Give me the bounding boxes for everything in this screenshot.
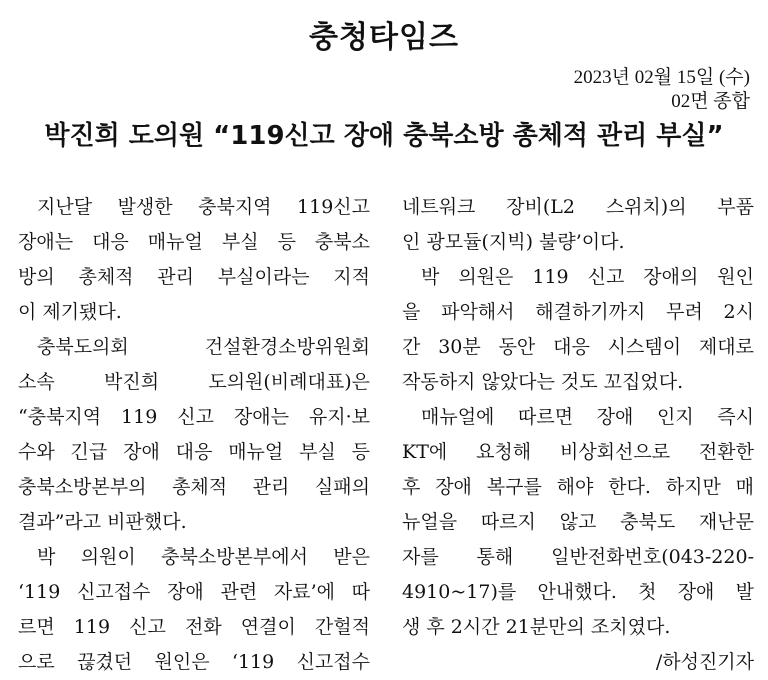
text-line: 4910~17)를 안내했다. 첫 장애 발 bbox=[402, 581, 754, 603]
publication-date: 2023년 02월 15일 (수) bbox=[573, 67, 750, 88]
text-line: 박 의원이 충북소방본부에서 받은 bbox=[37, 546, 370, 568]
text-line: 자를 통해 일반전화번호(043-220- bbox=[402, 546, 754, 568]
text-line: ‘119 신고접수 장애 관련 자료’에 따 bbox=[18, 581, 370, 603]
text-line: 결과”라고 비판했다. bbox=[18, 511, 187, 533]
text-line: 인 광모듈(지빅) 불량’이다. bbox=[402, 231, 625, 253]
article-column-right bbox=[402, 190, 754, 680]
text-line: 후 장애 복구를 해야 한다. 하지만 매 bbox=[402, 476, 754, 498]
article-column-left bbox=[18, 190, 370, 680]
text-line: 이 제기됐다. bbox=[18, 301, 122, 323]
text-line: 소속 박진희 도의원(비례대표)은 bbox=[18, 371, 370, 393]
article-headline: 박진희 도의원 “119신고 장애 충북소방 총체적 관리 부실” bbox=[44, 121, 724, 151]
text-line: 작동하지 않았다는 것도 꼬집었다. bbox=[402, 371, 684, 393]
text-line: KT에 요청해 비상회선으로 전환한 bbox=[402, 441, 754, 463]
reporter-byline: /하성진기자 bbox=[655, 651, 754, 673]
text-line: 박 의원은 119 신고 장애의 원인 bbox=[421, 266, 754, 288]
text-line: 충북소방본부의 총체적 관리 실패의 bbox=[18, 476, 370, 498]
text-line: 뉴얼을 따르지 않고 충북도 재난문 bbox=[402, 511, 754, 533]
text-line: 수와 긴급 장애 대응 매뉴얼 부실 등 bbox=[18, 441, 370, 463]
newspaper-masthead: 충청타임즈 bbox=[309, 20, 459, 55]
text-line: 간 30분 동안 대응 시스템이 제대로 bbox=[402, 336, 754, 358]
text-line: 생 후 2시간 21분만의 조치였다. bbox=[402, 616, 671, 638]
text-line: 충북도의회 건설환경소방위원회 bbox=[37, 336, 370, 358]
page-section: 02면 종합 bbox=[671, 91, 750, 112]
text-line: 으로 끊겼던 원인은 ‘119 신고접수 bbox=[18, 651, 370, 673]
text-line: “충북지역 119 신고 장애는 유지·보 bbox=[18, 406, 370, 428]
text-line: 장애는 대응 매뉴얼 부실 등 충북소 bbox=[18, 231, 370, 253]
text-line: 방의 총체적 관리 부실이라는 지적 bbox=[18, 266, 370, 288]
text-line: 네트워크 장비(L2 스위치)의 부품 bbox=[402, 196, 754, 218]
text-line: 지난달 발생한 충북지역 119신고 bbox=[37, 196, 370, 218]
text-line: 르면 119 신고 전화 연결이 간헐적 bbox=[18, 616, 370, 638]
text-line: 매뉴얼에 따르면 장애 인지 즉시 bbox=[421, 406, 754, 428]
text-line: 을 파악해서 해결하기까지 무려 2시 bbox=[402, 301, 754, 323]
